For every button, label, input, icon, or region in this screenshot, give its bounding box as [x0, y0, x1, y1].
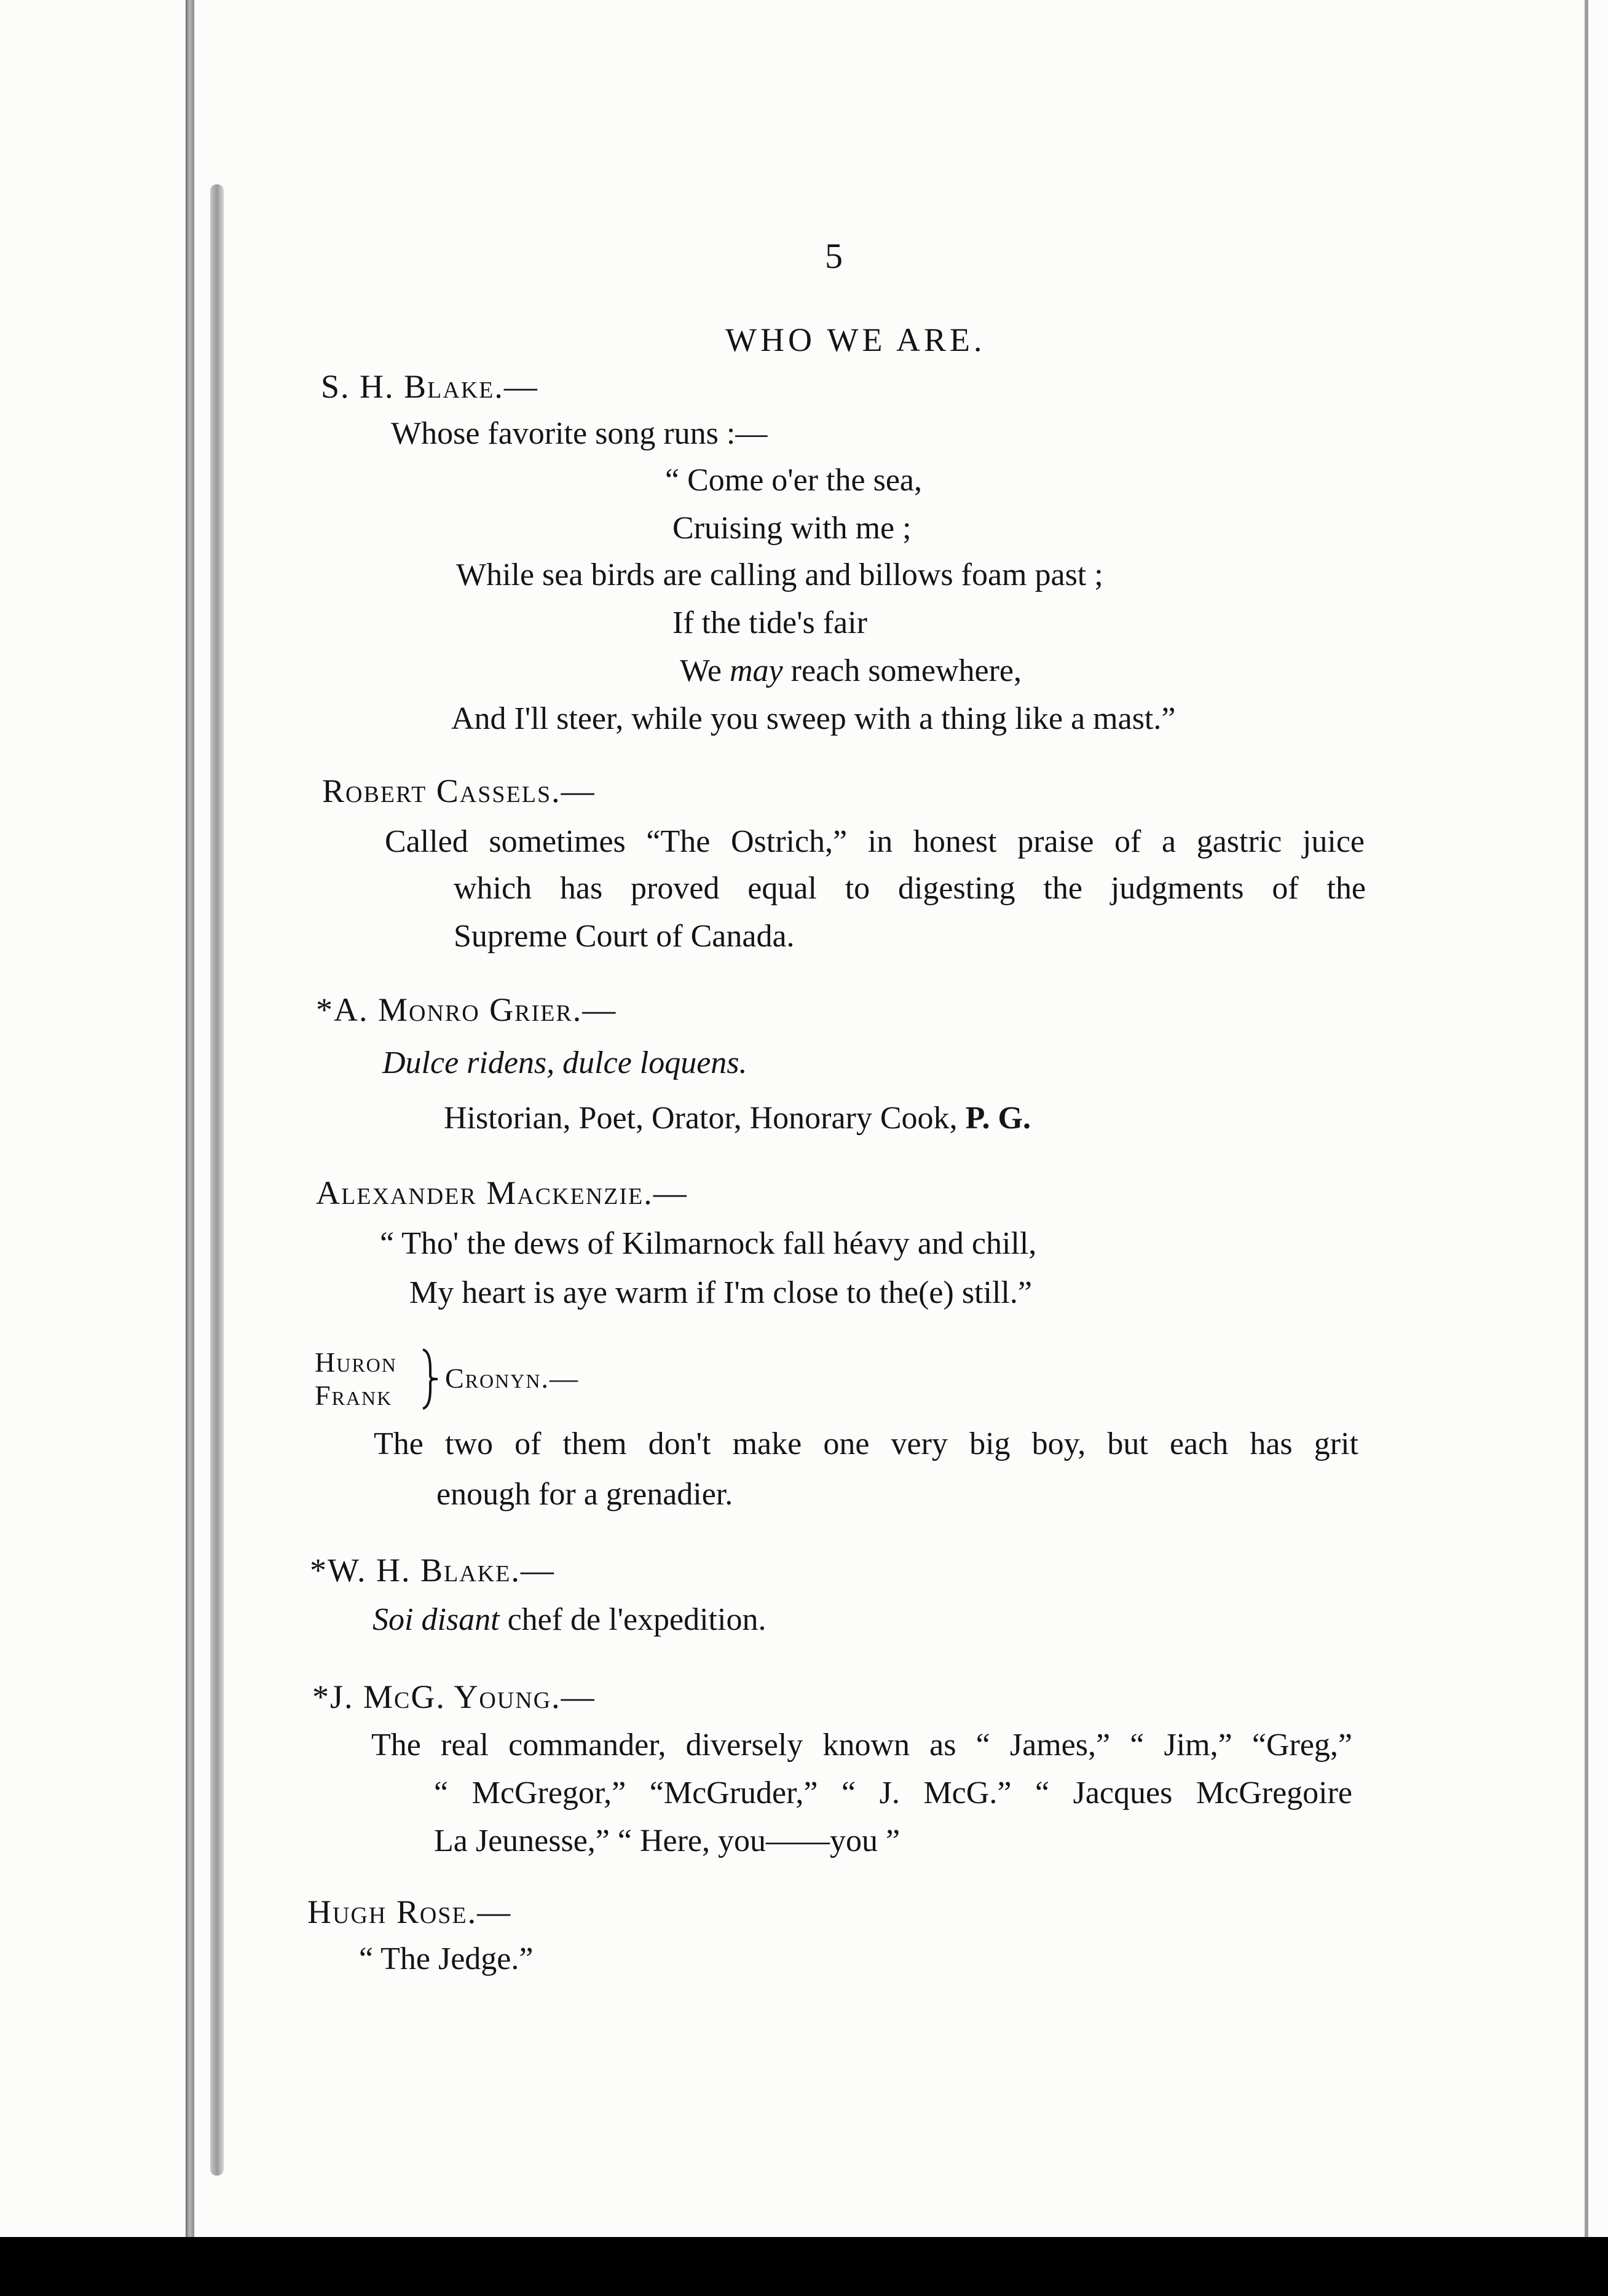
- entry-name-cassels: Robert Cassels.—: [322, 773, 596, 809]
- first-name-huron: Huron: [315, 1347, 397, 1378]
- roles-list: Historian, Poet, Orator, Honorary Cook,: [444, 1101, 958, 1136]
- song-line: If the tide's fair: [672, 605, 867, 640]
- song-line: And I'll steer, while you sweep with a thing like a mast.”: [451, 701, 1176, 736]
- entry-text-line: Supreme Court of Canada.: [454, 919, 795, 954]
- quote-line: My heart is aye warm if I'm close to the(e) still.”: [409, 1275, 1032, 1310]
- song-emphasis: may: [730, 653, 783, 688]
- plain-text: chef de l'expedition.: [507, 1602, 767, 1637]
- italic-phrase: Soi disant: [372, 1602, 500, 1637]
- song-word: We: [680, 653, 722, 688]
- quote-line: “ Tho' the dews of Kilmarnock fall héavy and chill,: [380, 1226, 1037, 1261]
- entry-text-line: The two of them don't make one very big boy, but each has grit: [374, 1426, 1358, 1461]
- gutter-shadow: [210, 184, 224, 2176]
- page-number: 5: [825, 236, 843, 276]
- entry-motto-grier: Dulce ridens, dulce loquens.: [382, 1045, 747, 1080]
- entry-text-line: La Jeunesse,” “ Here, you——you ”: [434, 1823, 901, 1858]
- entry-name-young: *J. McG. Young.—: [312, 1678, 596, 1715]
- entry-name-sh-blake: S. H. Blake.—: [321, 368, 538, 405]
- binding-edge: [186, 0, 194, 2237]
- entry-text-line: “ McGregor,” “McGruder,” “ J. McG.” “ Jacques McGregoire: [434, 1775, 1352, 1810]
- entry-name-grier: *A. Monro Grier.—: [316, 991, 617, 1028]
- entry-text-line: The real commander, diversely known as “ James,” “ Jim,” “Greg,”: [371, 1728, 1352, 1763]
- scan-bottom-border: [0, 2237, 1608, 2296]
- brace-icon: [419, 1347, 440, 1411]
- song-word: reach somewhere,: [790, 653, 1022, 688]
- entry-text-line: which has proved equal to digesting the judgments of the: [454, 871, 1366, 906]
- entry-text-line: enough for a grenadier.: [436, 1477, 733, 1512]
- song-line: While sea birds are calling and billows foam past ;: [456, 557, 1103, 592]
- entry-intro-sh-blake: Whose favorite song runs :—: [391, 416, 768, 451]
- song-line: Cruising with me ;: [672, 511, 912, 546]
- page-right-edge: [1585, 0, 1588, 2237]
- entry-nickname-rose: “ The Jedge.”: [359, 1941, 534, 1976]
- entry-roles-grier: [444, 1100, 1031, 1136]
- entry-name-wh-blake: *W. H. Blake.—: [310, 1552, 555, 1589]
- page-title: WHO WE ARE.: [725, 321, 986, 358]
- entry-name-mackenzie: Alexander Mackenzie.—: [316, 1174, 688, 1211]
- entry-text-wh-blake: [372, 1602, 766, 1638]
- first-name-frank: Frank: [315, 1380, 393, 1411]
- roles-initials: P. G.: [965, 1101, 1031, 1136]
- song-line: [680, 653, 1022, 689]
- entry-name-cronyn: Cronyn.—: [445, 1362, 579, 1394]
- song-line: “ Come o'er the sea,: [665, 463, 922, 498]
- entry-name-rose: Hugh Rose.—: [307, 1893, 512, 1930]
- entry-text-line: Called sometimes “The Ostrich,” in honest praise of a gastric juice: [385, 824, 1365, 859]
